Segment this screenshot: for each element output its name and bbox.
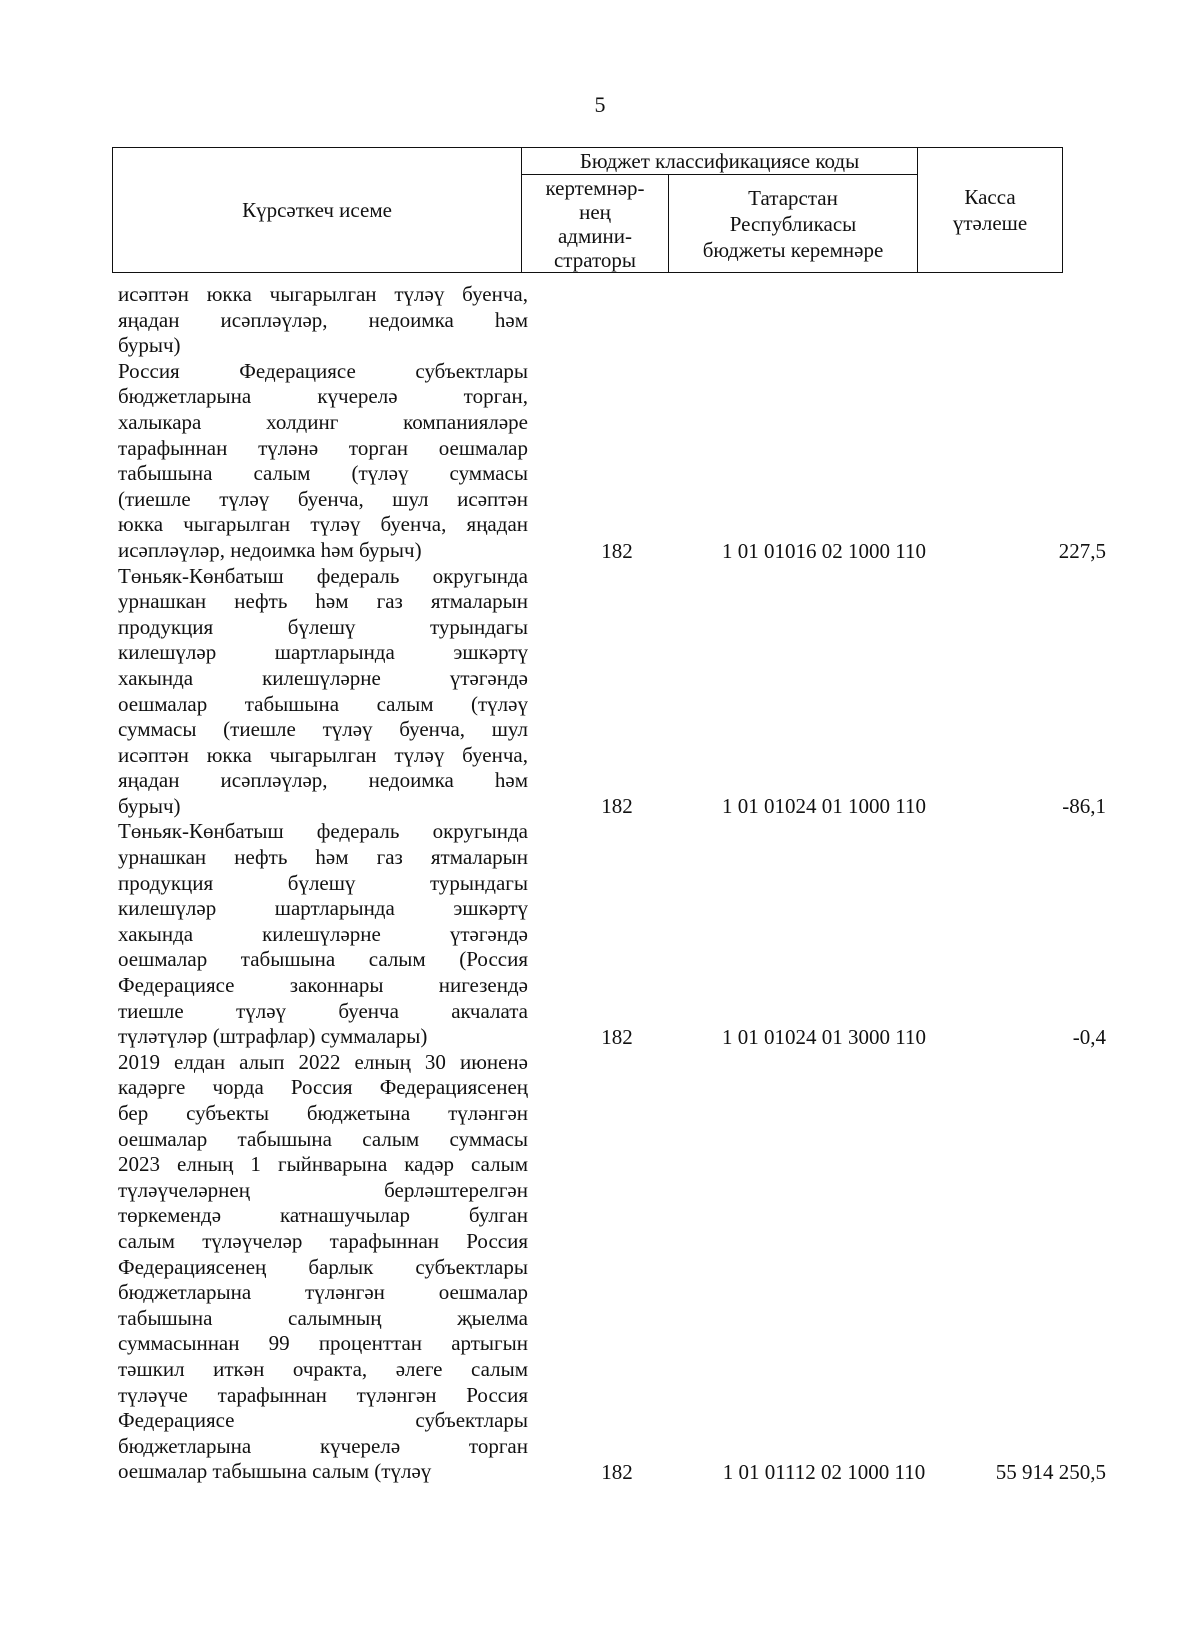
indicator-line: хакында килешүләрне үтәгәндә — [118, 665, 528, 690]
indicator-line: Федерациясенең барлык субъектлары — [118, 1254, 528, 1279]
header-code-line: Республикасы — [729, 211, 857, 236]
header-code-line: Татарстан — [748, 185, 838, 210]
indicator-line: исәптән юкка чыгарылган түләү буенча, — [118, 742, 528, 767]
indicator-line: хакында килешүләрне үтәгәндә — [118, 921, 528, 946]
indicator-line: Федерациясе субъектлары — [118, 1408, 528, 1433]
row-values — [0, 793, 1200, 819]
indicator-line: халыкара холдинг компанияләре — [118, 409, 528, 434]
indicator-line: оешмалар табышына салым суммасы — [118, 1126, 528, 1151]
table-row — [0, 282, 1200, 359]
indicator-name — [118, 359, 528, 564]
page-number: 5 — [594, 92, 606, 117]
table-body — [0, 282, 1200, 1485]
indicator-name — [118, 564, 528, 820]
indicator-line: Федерациясе законнары нигезендә — [118, 973, 528, 998]
revenue-code: 1 01 01024 01 3000 110 — [722, 1024, 926, 1049]
header-admin-line: страторы — [553, 247, 637, 272]
indicator-line: тәшкил иткән очракта, әлеге салым — [118, 1356, 528, 1381]
indicator-line: продукция бүлешү турындагы — [118, 870, 528, 895]
revenue-code: 1 01 01024 01 1000 110 — [722, 794, 926, 819]
administrator-code: 182 — [601, 794, 633, 819]
header-admin-line: админи- — [557, 223, 632, 248]
indicator-line: суммасыннан 99 проценттан артыгын — [118, 1331, 528, 1356]
row-values — [0, 1459, 1200, 1485]
indicator-line: бюджетларына күчерелә торган — [118, 1433, 528, 1458]
cash-amount: 227,5 — [1058, 538, 1106, 563]
indicator-line: табышына салымның җыелма — [118, 1305, 528, 1330]
indicator-line: юкка чыгарылган түләү буенча, яңадан — [118, 512, 528, 537]
indicator-line: продукция бүлешү турындагы — [118, 614, 528, 639]
indicator-line: тиешле түләү буенча акчалата — [118, 998, 528, 1023]
indicator-line: Төньяк-Көнбатыш федераль округында — [118, 563, 528, 588]
administrator-code: 182 — [601, 538, 633, 563]
header-admin-line: кертемнәр- — [545, 175, 645, 200]
indicator-line: исәптән юкка чыгарылган түләү буенча, — [118, 282, 528, 306]
table-row — [0, 359, 1200, 564]
header-code-line: бюджеты керемнәре — [702, 237, 884, 262]
indicator-line: бурыч) — [118, 793, 181, 818]
indicator-name — [118, 819, 528, 1049]
indicator-line: түләүче тарафыннан түләнгән Россия — [118, 1382, 528, 1407]
table-row — [0, 564, 1200, 820]
indicator-line: 2023 елның 1 гыйнварына кадәр салым — [118, 1152, 528, 1177]
indicator-line: Төньяк-Көнбатыш федераль округында — [118, 819, 528, 844]
header-cash-execution — [918, 148, 1063, 273]
indicator-line: түләүчеләрнең берләштерелгән — [118, 1177, 528, 1202]
indicator-line: түләтүләр (штрафлар) суммалары) — [118, 1024, 428, 1049]
cash-amount: -0,4 — [1072, 1024, 1106, 1049]
indicator-line: оешмалар табышына салым (түләү — [118, 691, 528, 716]
indicator-line: суммасы (тиешле түләү буенча, шул — [118, 717, 528, 742]
table-row — [0, 819, 1200, 1049]
header-admin-line: нең — [579, 199, 611, 224]
administrator-code: 182 — [601, 1024, 633, 1049]
indicator-line: табышына салым (түләү суммасы — [118, 461, 528, 486]
header-tatarstan-budget-revenues — [669, 175, 918, 273]
row-values — [0, 333, 1200, 359]
table-header — [112, 147, 1063, 273]
row-values — [0, 1024, 1200, 1050]
indicator-line: бюджетларына түләнгән оешмалар — [118, 1280, 528, 1305]
header-indicator-name: Күрсәткеч исеме — [113, 148, 522, 273]
indicator-line: оешмалар табышына салым (түләү — [118, 1459, 432, 1484]
revenue-code: 1 01 01112 02 1000 110 — [722, 1459, 926, 1484]
header-amount-line: үтәлеше — [952, 211, 1028, 235]
indicator-line: урнашкан нефть һәм газ ятмаларын — [118, 845, 528, 870]
indicator-line: яңадан исәпләүләр, недоимка һәм — [118, 307, 528, 332]
indicator-name — [118, 1050, 528, 1485]
indicator-line: төркемендә катнашучылар булган — [118, 1203, 528, 1228]
indicator-line: яңадан исәпләүләр, недоимка һәм — [118, 768, 528, 793]
indicator-line: бер субъекты бюджетына түләнгән — [118, 1101, 528, 1125]
table-row — [0, 1050, 1200, 1485]
indicator-line: килешүләр шартларында эшкәртү — [118, 640, 528, 665]
header-amount-line: Касса — [964, 185, 1016, 209]
revenue-code: 1 01 01016 02 1000 110 — [722, 538, 926, 563]
header-budget-classification-code: Бюджет классификациясе коды — [522, 148, 918, 175]
cash-amount: 55 914 250,5 — [995, 1459, 1106, 1484]
row-values — [0, 538, 1200, 564]
header-revenue-administrators — [522, 175, 669, 273]
indicator-line: салым түләүчеләр тарафыннан Россия — [118, 1228, 528, 1253]
indicator-line: кадәрге чорда Россия Федерациясенең — [118, 1075, 528, 1100]
indicator-line: урнашкан нефть һәм газ ятмаларын — [118, 589, 528, 614]
indicator-line: 2019 елдан алып 2022 елның 30 июненә — [118, 1049, 528, 1074]
indicator-line: тарафыннан түләнә торган оешмалар — [118, 435, 528, 460]
administrator-code: 182 — [601, 1459, 633, 1484]
indicator-line: оешмалар табышына салым (Россия — [118, 947, 528, 972]
indicator-line: Россия Федерациясе субъектлары — [118, 358, 528, 383]
indicator-line: бюджетларына күчерелә торган, — [118, 384, 528, 409]
indicator-line: бурыч) — [118, 333, 181, 358]
cash-amount: -86,1 — [1062, 794, 1106, 819]
indicator-line: килешүләр шартларында эшкәртү — [118, 896, 528, 921]
indicator-line: (тиешле түләү буенча, шул исәптән — [118, 486, 528, 511]
indicator-line: исәпләүләр, недоимка һәм бурыч) — [118, 537, 422, 562]
